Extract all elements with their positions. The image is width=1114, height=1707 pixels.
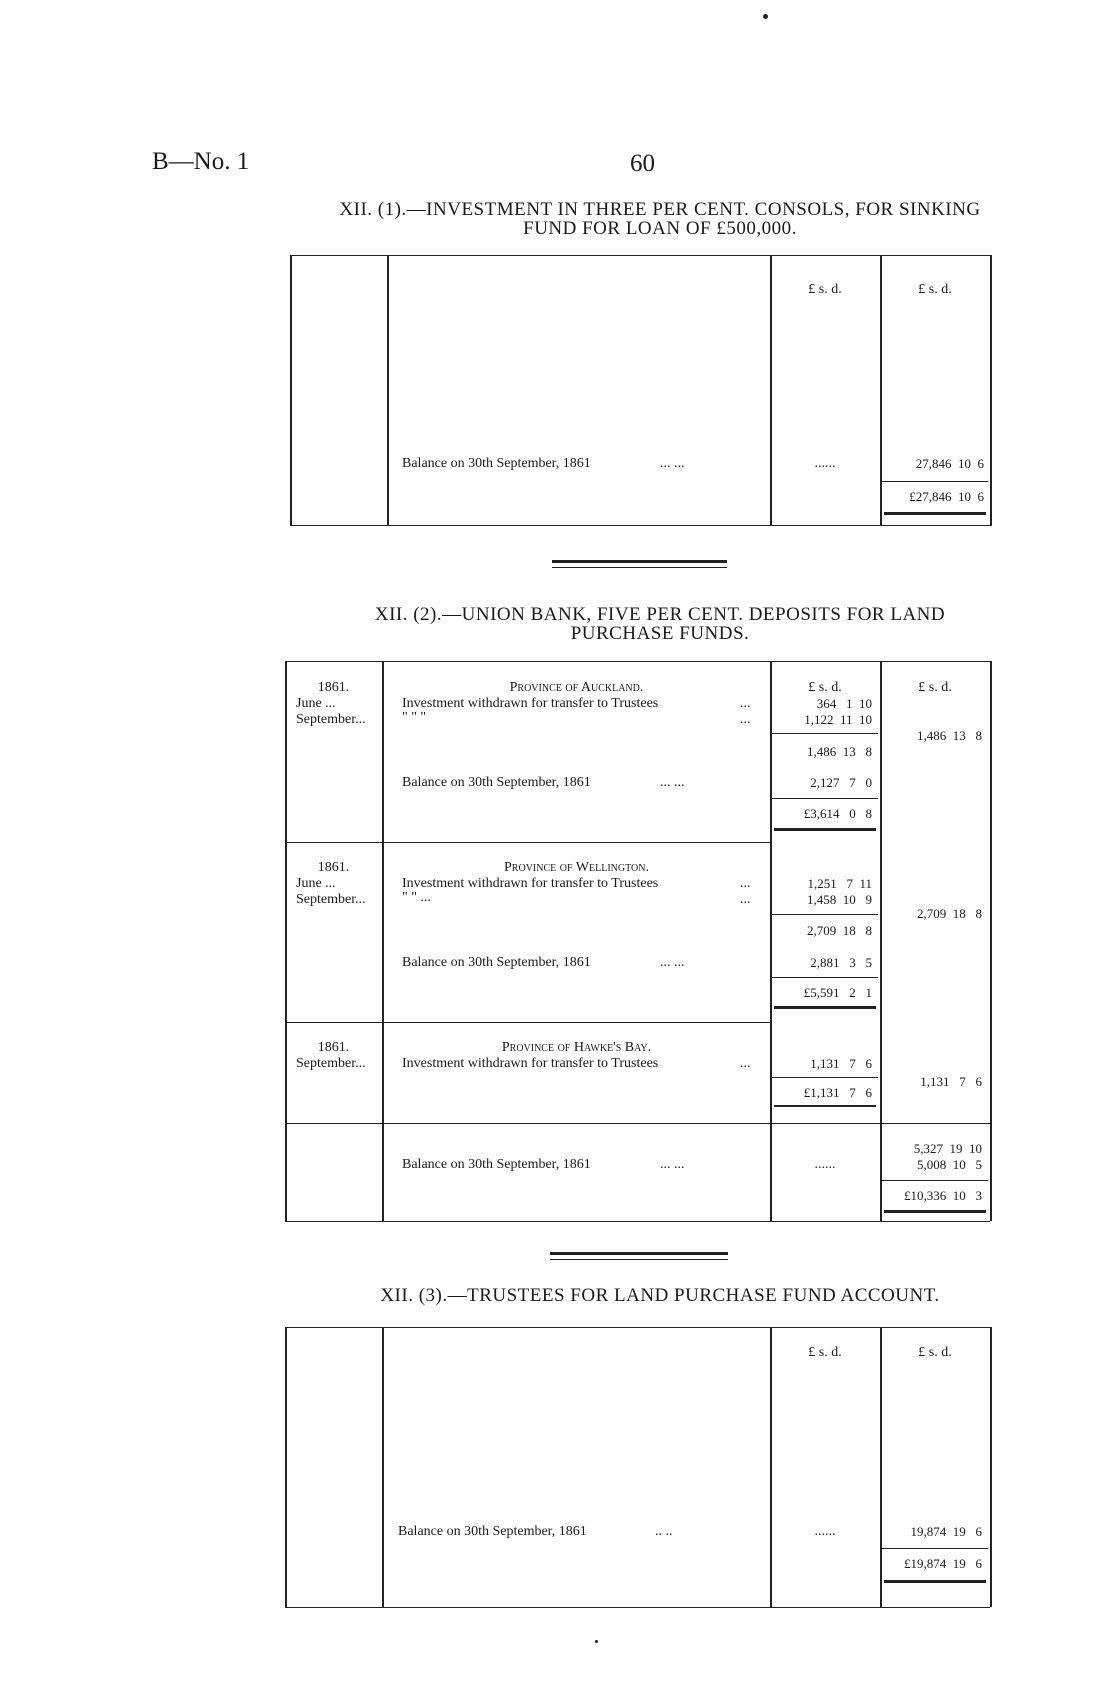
hawkes-bay-year: 1861. xyxy=(317,1040,350,1055)
auckland-month-september: September... xyxy=(296,712,366,727)
wellington-amount1: 1,251 7 11 xyxy=(807,876,872,891)
hawkes-bay-total: £1,131 7 6 xyxy=(803,1085,872,1100)
auckland-year: 1861. xyxy=(317,680,350,695)
section2-title-line1: XII. (2).—UNION BANK, FIVE PER CENT. DEPOSITS FOR LAND xyxy=(374,604,946,625)
auckland-line1: Investment withdrawn for transfer to Trustees xyxy=(402,696,659,711)
summary-value2: 5,008 10 5 xyxy=(917,1157,982,1172)
auckland-col-head-right: £ s. d. xyxy=(918,680,952,695)
hawkes-bay-dots1: ... xyxy=(740,1056,751,1071)
hawkes-bay-right-total: 1,131 7 6 xyxy=(920,1074,982,1089)
wellington-amount2: 1,458 10 9 xyxy=(807,892,872,907)
hawkes-bay-amount1: 1,131 7 6 xyxy=(810,1056,872,1071)
document-reference: B—No. 1 xyxy=(152,148,250,175)
auckland-right-total: 1,486 13 8 xyxy=(917,728,982,743)
wellington-leader: ... ... xyxy=(660,955,685,970)
hawkes-bay-line1: Investment withdrawn for transfer to Trustees xyxy=(402,1056,659,1071)
speck-mark-bottom xyxy=(595,1640,598,1643)
auckland-amount1: 364 1 10 xyxy=(816,696,872,711)
section2-title-line2: PURCHASE FUNDS. xyxy=(570,623,750,644)
hawkes-bay-month-september: September... xyxy=(296,1056,366,1071)
wellington-month-september: September... xyxy=(296,892,366,907)
speck-mark xyxy=(763,14,768,19)
section3-total: £19,874 19 6 xyxy=(904,1556,982,1571)
section-divider-2-thin xyxy=(550,1259,728,1260)
section1-mid-dots: ...... xyxy=(814,456,836,471)
section1-col-head-1: £ s. d. xyxy=(808,282,842,297)
summary-value1: 5,327 19 10 xyxy=(913,1141,982,1156)
auckland-amount2: 1,122 11 10 xyxy=(804,712,872,727)
wellington-line2: " " ... xyxy=(402,890,431,905)
auckland-col-head: £ s. d. xyxy=(808,680,842,695)
page-number: 60 xyxy=(630,150,655,177)
auckland-leader: ... ... xyxy=(660,775,685,790)
auckland-province-heading: Province of Auckland. xyxy=(509,680,644,695)
section3-col-head-1: £ s. d. xyxy=(808,1345,842,1360)
section1-total: £27,846 10 6 xyxy=(909,489,984,504)
section3-title: XII. (3).—TRUSTEES FOR LAND PURCHASE FUND ACCOUNT. xyxy=(380,1285,940,1306)
wellington-dots2: ... xyxy=(740,892,751,907)
wellington-dots1: ... xyxy=(740,876,751,891)
section1-title-line2: FUND FOR LOAN OF £500,000. xyxy=(523,218,797,239)
auckland-line2: " " " xyxy=(402,710,427,725)
section3-balance: 19,874 19 6 xyxy=(910,1524,982,1539)
wellington-subtotal: 2,709 18 8 xyxy=(807,923,872,938)
wellington-line1: Investment withdrawn for transfer to Trustees xyxy=(402,876,659,891)
wellington-balance-label: Balance on 30th September, 1861 xyxy=(402,955,591,970)
section-divider-thin xyxy=(552,567,727,568)
auckland-dots2: ... xyxy=(740,712,751,727)
auckland-balance: 2,127 7 0 xyxy=(810,775,872,790)
section1-col-head-2: £ s. d. xyxy=(918,282,952,297)
summary-total: £10,336 10 3 xyxy=(904,1188,982,1203)
auckland-dots1: ... xyxy=(740,696,751,711)
section1-balance-label: Balance on 30th September, 1861 xyxy=(402,456,591,471)
wellington-right-total: 2,709 18 8 xyxy=(917,906,982,921)
hawkes-bay-province-heading: Province of Hawke's Bay. xyxy=(501,1040,652,1055)
section3-balance-label: Balance on 30th September, 1861 xyxy=(398,1524,587,1539)
section3-col-head-2: £ s. d. xyxy=(918,1345,952,1360)
summary-leader: ... ... xyxy=(660,1157,685,1172)
wellington-year: 1861. xyxy=(317,860,350,875)
section1-title-line1: XII. (1).—INVESTMENT IN THREE PER CENT. CONSOLS, FOR SINKING xyxy=(339,199,981,220)
section-divider xyxy=(552,560,727,563)
summary-mid-dots: ...... xyxy=(814,1157,836,1172)
wellington-month-june: June ... xyxy=(296,876,336,891)
auckland-balance-label: Balance on 30th September, 1861 xyxy=(402,775,591,790)
auckland-subtotal: 1,486 13 8 xyxy=(807,744,872,759)
wellington-balance: 2,881 3 5 xyxy=(810,955,872,970)
section3-mid-dots: ...... xyxy=(814,1524,836,1539)
section1-balance: 27,846 10 6 xyxy=(915,456,984,471)
wellington-province-heading: Province of Wellington. xyxy=(504,860,649,875)
section-divider-2 xyxy=(550,1252,728,1255)
wellington-total: £5,591 2 1 xyxy=(803,985,872,1000)
section3-leader: .. .. xyxy=(655,1524,673,1539)
summary-balance-label: Balance on 30th September, 1861 xyxy=(402,1157,591,1172)
auckland-total: £3,614 0 8 xyxy=(803,806,872,821)
section1-leader: ... ... xyxy=(660,456,685,471)
auckland-month-june: June ... xyxy=(296,696,336,711)
